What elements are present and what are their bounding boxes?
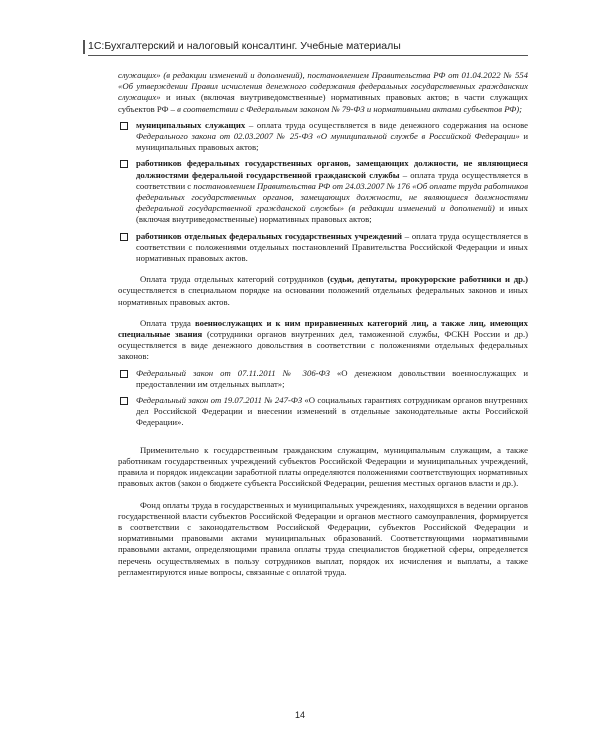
- checkbox-bullet-icon: [120, 122, 128, 130]
- paragraph-special-categories: Оплата труда отдельных категорий сотрудников (судьи, депутаты, прокурорские работники и др.) осуществляется в специальном порядке на основании положений отдельных федеральных законов и иных нормативных правовых актов.: [118, 274, 528, 307]
- paragraph-payroll-fund: Фонд оплаты труда в государственных и муниципальных учреждениях, находящихся в ведении органов государственной власти субъектов Российской Федерации и органов местного самоуправления, формируется в соответствии с законодательством Российской Федерации, субъектов Российской Федерации и нормативными правовыми актами муниципальных образований. Соответствующими нормативными правовыми актами, определяющими правила оплаты труда специалистов бюджетной сферы, определяется перечень осуществляемых в пользу сотрудников выплат, порядок их исчисления и выплаты, а также регламентируются иные вопросы, связанные с оплатой труда.: [118, 499, 528, 577]
- list-item-municipal: муниципальных служащих – оплата труда осуществляется в виде денежного содержания на основе Федерального закона от 02.03.2007 № 25-ФЗ «О муниципальной службе в Российской Федерации» и муниципальных правовых актов;: [118, 120, 528, 154]
- continued-law-ref: служащих» (в редакции изменений и дополнений), постановлением Правительства РФ от 01.04.2022 № 554 «Об утверждении Правил исчисления денежного содержания федеральных государственных гражданских служащих»: [118, 70, 528, 103]
- checkbox-bullet-icon: [120, 160, 128, 168]
- page-header: 1С:Бухгалтерский и налоговый консалтинг. Учебные материалы: [88, 40, 528, 56]
- continued-list-text: служащих» (в редакции изменений и дополнений), постановлением Правительства РФ от 01.04.2022 № 554 «Об утверждении Правил исчисления денежного содержания федеральных государственных гражданских служащих» и иных (включая внутриведомственные) нормативных правовых актов; в части служащих субъектов РФ – в соответствии с Федеральным законом № 79-ФЗ и нормативными актами субъектов РФ);: [118, 70, 528, 114]
- list-item-law-306: Федеральный закон от 07.11.2011 № 306-ФЗ «О денежном довольствии военнослужащих и предоставлении им отдельных выплат»;: [118, 368, 528, 390]
- checkbox-bullet-icon: [120, 370, 128, 378]
- list-item-federal-institutions: работников отдельных федеральных государственных учреждений – оплата труда осуществляется в соответствии с положениями отдельных постановлений Правительства Российской Федерации и иных нормативных правовых актов.: [118, 231, 528, 265]
- paragraph-indexation: Применительно к государственным гражданским служащим, муниципальным служащим, а также работникам государственных учреждений субъектов Российской Федерации и муниципальных учреждений, правила и порядок индексации заработной платы определяются положениями соответствующих нормативных правовых актов (закон о бюджете субъекта Российской Федерации, решения местных органов власти и др.).: [118, 444, 528, 489]
- list-item-federal-bodies: работников федеральных государственных органов, замещающих должности, не являющиеся должностями федеральной государственной гражданской службы – оплата труда осуществляется в соответствии с постановлением Правительства РФ от 24.03.2007 № 176 «Об оплате труда работников федеральных государственных органов, замещающих должности, не являющиеся должностями федеральной государственной гражданской службы» (в редакции изменений и дополнений) и иных (включая внутриведомственные) нормативных правовых актов;: [118, 158, 528, 225]
- page-number: 14: [294, 710, 305, 720]
- list-item-law-247: Федеральный закон от 19.07.2011 № 247-ФЗ «О социальных гарантиях сотрудникам органов внутренних дел Российской Федерации и внесении изменений в отдельные законодательные акты Российской Федерации».: [118, 395, 528, 429]
- checkbox-bullet-icon: [120, 397, 128, 405]
- paragraph-military: Оплата труда военнослужащих и к ним приравненных категорий лиц, а также лиц, имеющих специальные звания (сотрудники органов внутренних дел, таможенной службы, ФСКН России и др.) осуществляется в виде денежного довольствия в соответствии с положениями отдельных федеральных законов:: [118, 317, 529, 362]
- header-mark: [83, 40, 85, 54]
- checkbox-bullet-icon: [120, 233, 128, 241]
- page-content: [118, 70, 528, 578]
